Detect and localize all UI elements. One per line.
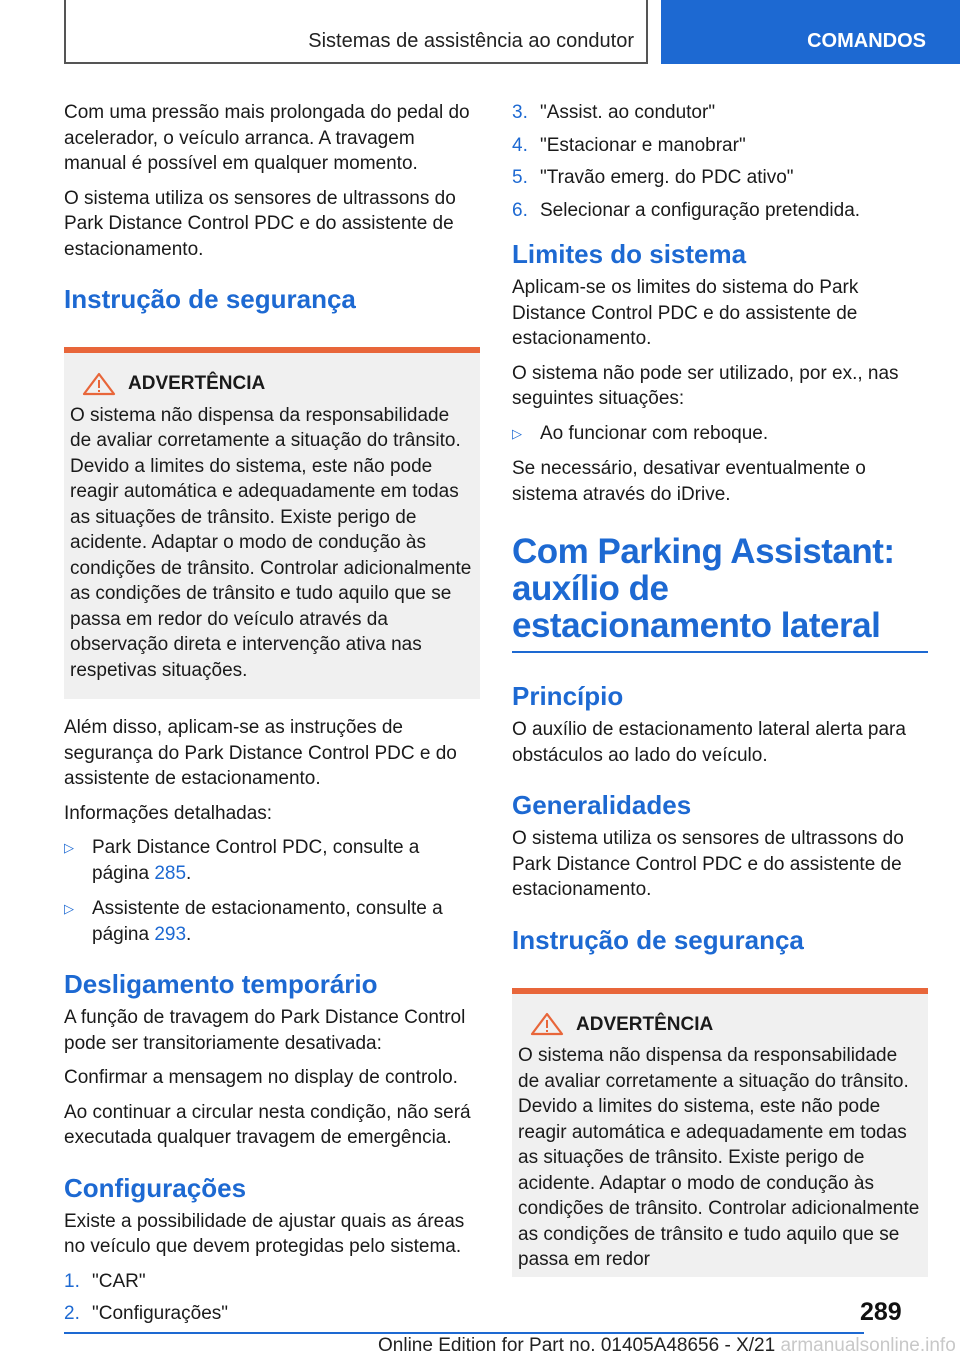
paragraph: Com uma pressão mais prolongada do pedal do acelerador, o veículo arranca. A travagem manual é possível em qualquer momento. [64, 102, 470, 174]
footer-edition: Online Edition for Part no. 01405A48656 - X/21 armanualsonline.info [378, 1335, 956, 1356]
warning-header [518, 1012, 922, 1038]
paragraph: Confirmar a mensagem no display de controlo. [64, 1067, 458, 1088]
paragraph: A função de travagem do Park Distance Control pode ser transitoriamente desativada: [64, 1007, 466, 1054]
list-item: ▷ Park Distance Control PDC, consulte a página 285. [64, 835, 480, 886]
list-item: 2. "Configurações" [64, 1303, 229, 1324]
warning-box [512, 988, 928, 1277]
bullet-triangle-icon: ▷ [512, 425, 522, 441]
step-list [64, 1269, 480, 1327]
list-item: ▷ Ao funcionar com reboque. [512, 421, 928, 447]
header-section-label: COMANDOS [807, 30, 926, 52]
bullet-triangle-icon: ▷ [64, 901, 74, 916]
footer-rule [64, 1332, 864, 1334]
heading-generalidades: Generalidades [512, 790, 692, 820]
warning-triangle-icon [530, 1012, 564, 1036]
paragraph: O sistema utiliza os sensores de ultrassons do Park Distance Control PDC e do assistente de estacionamento. [512, 828, 904, 900]
page-number: 289 [860, 1298, 902, 1326]
paragraph: Informações detalhadas: [64, 802, 273, 824]
heading-principio: Princípio [512, 681, 624, 711]
header-title-box [64, 0, 648, 64]
warning-text: O sistema não dispensa da responsabilidade de avaliar corretamente a situação do trânsito. Devido a limites do sistema, este não pode reagir automática e adequadamente em todas as situações de trânsito. Existe perigo de acidente. Adaptar o modo de condução às condições de trânsito. Controlar adicionalmente as condições de trânsito e tudo aquilo que se passa em redor [518, 1045, 920, 1270]
list-item: 3. "Assist. ao condutor" [512, 102, 716, 123]
warning-box [64, 347, 480, 699]
heading-configuracoes: Configurações [64, 1172, 247, 1203]
list-item: 5. "Travão emerg. do PDC ativo" [512, 167, 794, 188]
heading-parking-assistant: Com Parking Assistant: auxílio de estacionamento lateral [512, 532, 895, 645]
step-list [512, 100, 928, 223]
paragraph: Se necessário, desativar eventualmente o sistema através do iDrive. [512, 458, 866, 505]
paragraph: Aplicam-se os limites do sistema do Park Distance Control PDC e do assistente de estacionamento. [512, 277, 859, 349]
paragraph: Além disso, aplicam-se as instruções de segurança do Park Distance Control PDC e do assistente de estacionamento. [64, 717, 457, 789]
paragraph: Ao continuar a circular nesta condição, não será executada qualquer travagem de emergência. [64, 1101, 471, 1148]
bullet-triangle-icon: ▷ [64, 840, 74, 855]
warning-title: ADVERTÊNCIA [128, 373, 266, 394]
paragraph: O sistema utiliza os sensores de ultrassons do Park Distance Control PDC e do assistente de estacionamento. [64, 187, 456, 260]
warning-header [70, 371, 474, 397]
page-link-285[interactable]: 285 [154, 862, 187, 884]
warning-title: ADVERTÊNCIA [576, 1013, 714, 1035]
list-item: 4. "Estacionar e manobrar" [512, 134, 746, 156]
heading-safety: Instrução de segurança [512, 924, 804, 955]
paragraph: Existe a possibilidade de ajustar quais as áreas no veículo que devem protegidas pelo sistema. [64, 1210, 465, 1257]
heading-rule [512, 651, 928, 653]
warning-text: O sistema não dispensa da responsabilidade de avaliar corretamente a situação do trânsito. Devido a limites do sistema, este não pode reagir automática e adequadamente em todas as situações de trânsito. Existe perigo de acidente. Adaptar o modo de condução às condições de trânsito. Controlar adicionalmente as condições de trânsito e tudo aquilo que se passa em redor do veículo através da observação direta e intervenção ativa nas respetivas situações. [70, 404, 472, 681]
watermark: armanualsonline.info [780, 1335, 956, 1356]
list-item: 6. Selecionar a configuração pretendida. [512, 199, 861, 221]
right-column [512, 100, 928, 1277]
heading-desligamento: Desligamento temporário [64, 969, 378, 999]
left-column [64, 100, 480, 1335]
list-item: ▷ Assistente de estacionamento, consulte a página 293. [64, 896, 480, 947]
header-section-tab [661, 0, 960, 64]
warning-triangle-icon [82, 372, 116, 396]
header-title: Sistemas de assistência ao condutor [308, 30, 634, 52]
paragraph: O sistema não pode ser utilizado, por ex., nas seguintes situações: [512, 362, 899, 409]
list-item: 1. "CAR" [64, 1270, 146, 1292]
paragraph: O auxílio de estacionamento lateral alerta para obstáculos ao lado do veículo. [512, 719, 906, 766]
heading-safety: Instrução de segurança [64, 284, 356, 314]
page-link-293[interactable]: 293 [154, 923, 187, 945]
heading-limites: Limites do sistema [512, 239, 747, 269]
